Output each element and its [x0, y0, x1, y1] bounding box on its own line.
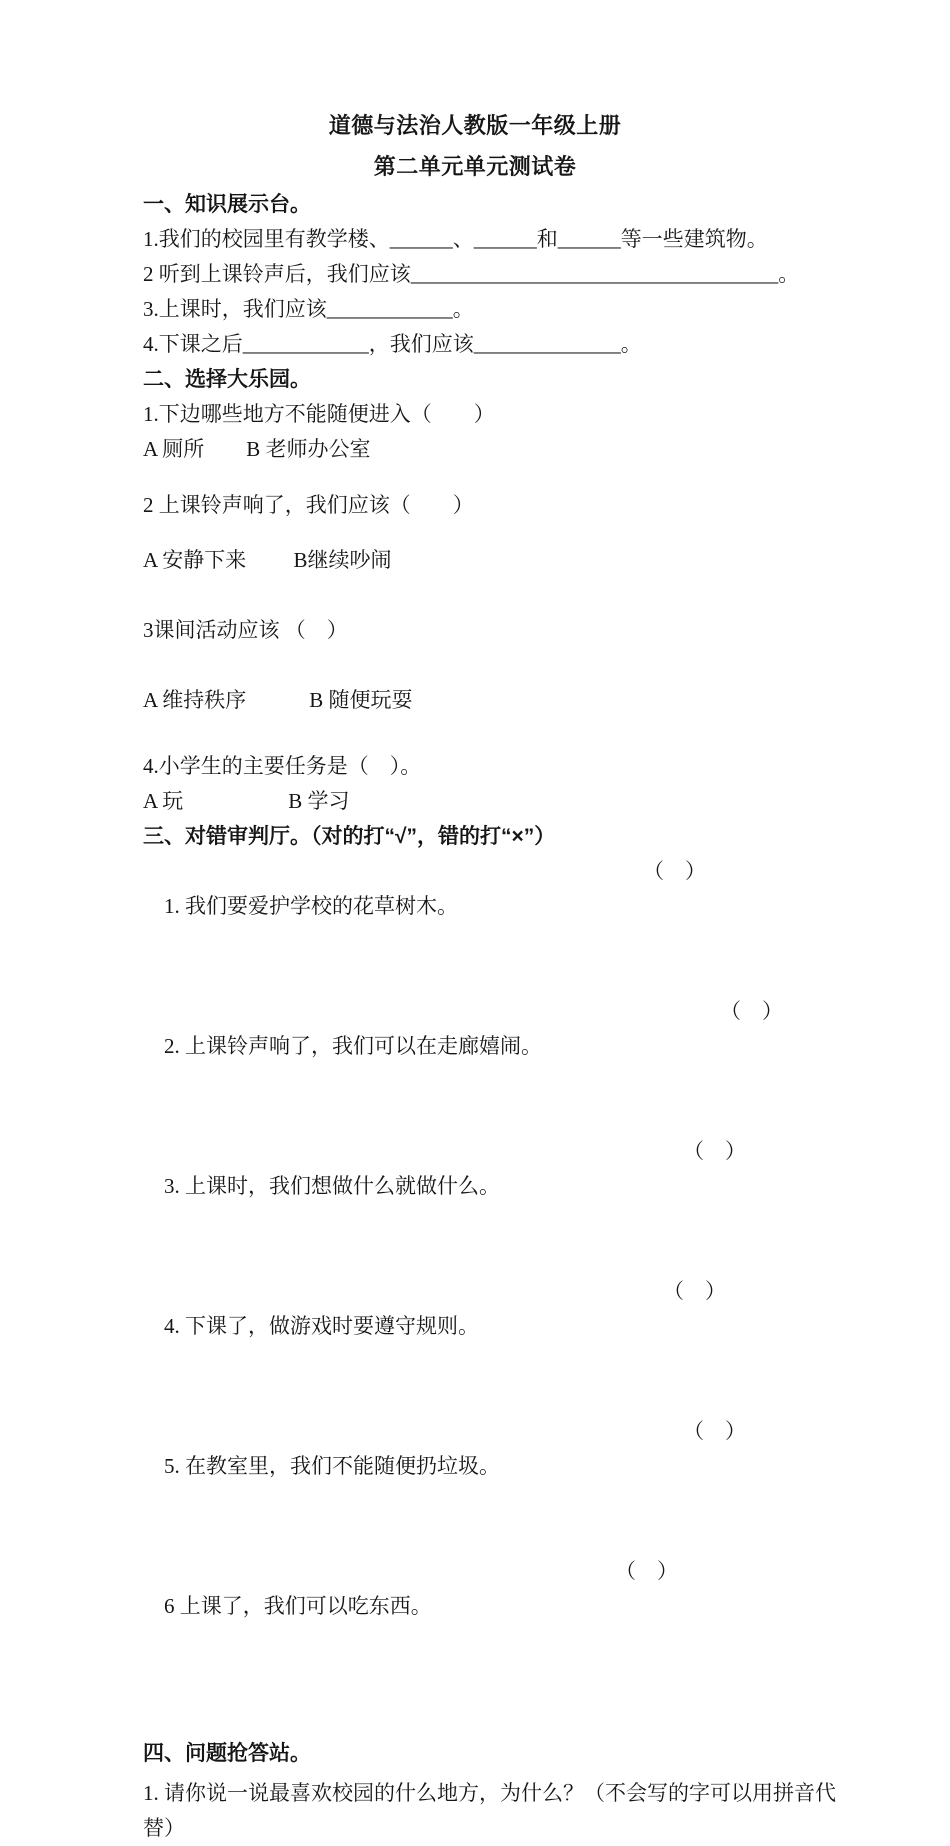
section1-heading: 一、知识展示台。 [143, 193, 311, 216]
judge-row-3 [0, 1134, 950, 1274]
judge-text: 3. 上课时，我们想做什么就做什么。 [164, 1174, 500, 1198]
judge-text: 4. 下课了，做游戏时要遵守规则。 [164, 1314, 479, 1338]
open-question-line-2: 替） [143, 1816, 185, 1840]
fill-blank-line-3: 3.上课时，我们应该____________。 [143, 297, 474, 321]
fill-blank-line-1: 1.我们的校园里有教学楼、______、______和______等一些建筑物。 [143, 227, 768, 251]
choice-question-3: 3课间活动应该 （ ） [143, 618, 348, 642]
answer-paren: （ ） [643, 859, 706, 883]
choice-options-2: A 安静下来 B继续吵闹 [143, 548, 392, 572]
judge-text: 1. 我们要爱护学校的花草树木。 [164, 894, 458, 918]
answer-paren: （ ） [720, 999, 783, 1023]
section3-heading: 三、对错审判厅。（对的打“√”，错的打“×”） [143, 825, 556, 848]
fill-blank-line-2: 2 听到上课铃声后，我们应该___________________________________。 [143, 262, 800, 286]
answer-paren: （ ） [683, 1139, 746, 1163]
choice-question-1: 1.下边哪些地方不能随便进入（ ） [143, 402, 495, 426]
judge-row-5 [0, 1414, 950, 1554]
judge-text: 5. 在教室里，我们不能随便扔垃圾。 [164, 1454, 500, 1478]
fill-blank-line-4: 4.下课之后____________，我们应该______________。 [143, 332, 642, 356]
choice-options-3: A 维持秩序 B 随便玩耍 [143, 688, 413, 712]
choice-question-2: 2 上课铃声响了，我们应该（ ） [143, 493, 474, 517]
choice-options-4: A 玩 B 学习 [143, 789, 350, 813]
judge-row-4 [0, 1274, 950, 1414]
section4-heading: 四、问题抢答站。 [143, 1742, 311, 1765]
doc-subtitle: 第二单元单元测试卷 [373, 154, 577, 179]
judge-text: 6 上课了，我们可以吃东西。 [164, 1594, 432, 1618]
answer-paren: （ ） [683, 1419, 746, 1443]
judge-row-1 [0, 854, 950, 994]
section2-heading: 二、选择大乐园。 [143, 368, 311, 391]
answer-paren: （ ） [663, 1279, 726, 1303]
doc-title: 道德与法治人教版一年级上册 [328, 113, 622, 138]
judge-row-2 [0, 994, 950, 1134]
open-question-line-1: 1. 请你说一说最喜欢校园的什么地方，为什么？（不会写的字可以用拼音代 [143, 1781, 836, 1805]
judge-row-6 [0, 1554, 950, 1694]
choice-options-1: A 厕所 B 老师办公室 [143, 437, 371, 461]
judge-text: 2. 上课铃声响了，我们可以在走廊嬉闹。 [164, 1034, 542, 1058]
choice-question-4: 4.小学生的主要任务是（ ）。 [143, 754, 422, 778]
answer-paren: （ ） [615, 1559, 678, 1583]
